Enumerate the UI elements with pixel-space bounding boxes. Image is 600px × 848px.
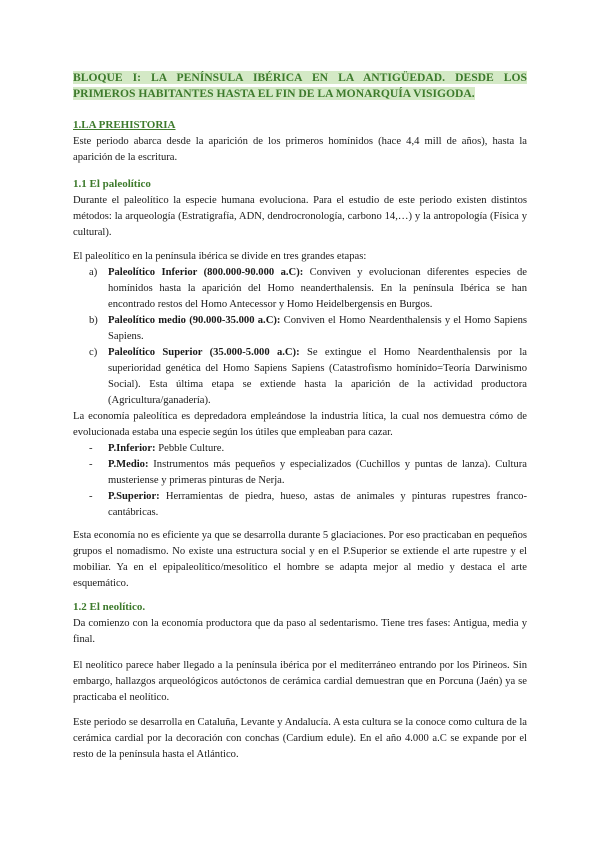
list-marker: b)	[89, 315, 98, 326]
tool-text: Herramientas de piedra, hueso, astas de animales y pinturas rupestres franco-cantábricas.	[108, 491, 527, 518]
list-item	[73, 457, 527, 489]
tools-list	[73, 441, 527, 521]
stages-list	[73, 265, 527, 409]
subheading-neolitico: 1.2 El neolítico.	[73, 601, 146, 613]
stage-text: Conviven y evolucionan diferentes especies de homínidos hasta la aparición del Homo neanderthalensis. En la península Ibérica se han encontrado restos del Homo Antecessor y Homo Heidelbergensis en Burgos.	[108, 267, 527, 310]
stage-text: Conviven el Homo Neardenthalensis y el Homo Sapiens Sapiens.	[108, 315, 527, 342]
list-marker: -	[89, 459, 93, 470]
neolitico-paragraph-3: Este periodo se desarrolla en Cataluña, Levante y Andalucía. A esta cultura se la conoce como cultura de la cerámica cardial por la decoración con conchas (Cardium edule). En el año 4.000 a.C se expande por el resto de la península hasta el Atlántico.	[73, 717, 527, 760]
stage-title: Paleolítico Superior (35.000-5.000 a.C):	[108, 347, 300, 358]
list-item	[73, 313, 527, 345]
list-item	[73, 345, 527, 409]
subheading-paleolitico: 1.1 El paleolítico	[73, 178, 151, 190]
page-title: BLOQUE I: LA PENÍNSULA IBÉRICA EN LA ANTIGÜEDAD. DESDE LOS PRIMEROS HABITANTES HASTA EL FIN DE LA MONARQUÍA VISIGODA.	[73, 71, 527, 100]
paleolitico-paragraph-2: El paleolítico en la península ibérica se divide en tres grandes etapas:	[73, 251, 367, 262]
intro-paragraph: Este periodo abarca desde la aparición de los primeros homínidos (hace 4,4 mill de años), hasta la aparición de la escritura.	[73, 136, 527, 163]
neolitico-paragraph-2: El neolítico parece haber llegado a la península ibérica por el mediterráneo entrando por los Pirineos. Sin embargo, hallazgos arqueológicos autóctonos de cerámica cardial demuestran que en Porcuna (Jaén) ya se practicaba el neolítico.	[73, 660, 527, 703]
tool-title: P.Inferior:	[108, 443, 156, 454]
neolitico-paragraph-1: Da comienzo con la economía productora que da paso al sedentarismo. Tiene tres fases: Antigua, media y final.	[73, 618, 527, 645]
tool-title: P.Medio:	[108, 459, 149, 470]
list-item	[73, 265, 527, 313]
list-item	[73, 489, 527, 521]
section-heading-prehistoria: 1.LA PREHISTORIA	[73, 119, 176, 131]
list-item	[73, 441, 527, 457]
stage-title: Paleolítico Inferior (800.000-90.000 a.C):	[108, 267, 304, 278]
paleolitico-paragraph-3: La economía paleolítica es depredadora empleándose la industria lítica, la cual nos demuestra cómo de evolucionada estaba una especie según los útiles que empleaban para cazar.	[73, 411, 527, 438]
stage-title: Paleolítico medio (90.000-35.000 a.C):	[108, 315, 281, 326]
paleolitico-paragraph-1: Durante el paleolítico la especie humana evoluciona. Para el estudio de este periodo existen distintos métodos: la arqueología (Estratigrafía, ADN, dendrocronología, carbono 14,…) y la antropología (Física y cultural).	[73, 195, 527, 238]
tool-text: Pebble Culture.	[155, 443, 225, 454]
list-marker: -	[89, 491, 93, 502]
tool-text: Instrumentos más pequeños y especializados (Cuchillos y puntas de lanza). Cultura musteriense y primeras pinturas de Nerja.	[108, 459, 527, 486]
tool-title: P.Superior:	[108, 491, 160, 502]
stage-text: Se extingue el Homo Neardenthalensis por la superioridad genética del Homo Sapiens Sapiens (Catastrofismo homínido=Teoría Darwinismo Social). Esta última etapa se extiende hasta la aparición de la actividad productora (Agricultura/ganadería).	[108, 347, 527, 406]
paleolitico-paragraph-4: Esta economía no es eficiente ya que se desarrolla durante 5 glaciaciones. Por eso practicaban en pequeños grupos el nomadismo. No existe una estructura social y en el P.Superior se extiende el arte rupestre y el mobiliar. Ya en el epipaleolítico/mesolítico el hombre se adapta mejor al medio y destaca el arte esquemático.	[73, 530, 527, 589]
list-marker: -	[89, 443, 93, 454]
list-marker: a)	[89, 267, 98, 278]
list-marker: c)	[89, 347, 98, 358]
